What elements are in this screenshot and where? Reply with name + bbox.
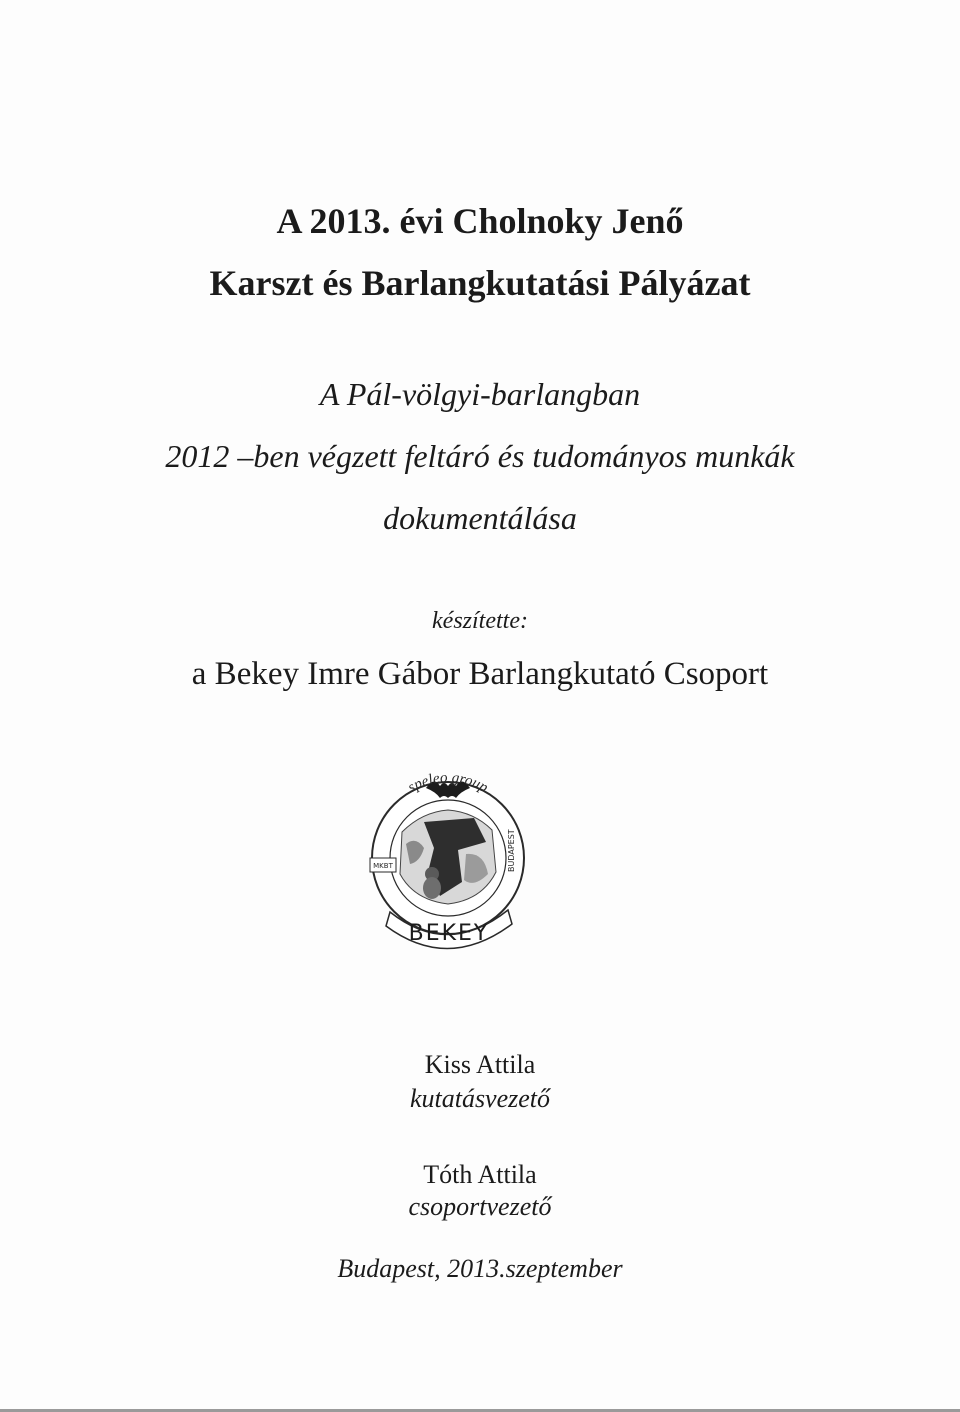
subtitle-line-3: dokumentálása (383, 500, 577, 536)
group-leader-name: Tóth Attila (423, 1160, 537, 1189)
subtitle-line-1: A Pál-völgyi-barlangban (319, 376, 641, 412)
subtitle-line-2: 2012 –ben végzett feltáró és tudományos munkák (165, 438, 795, 474)
svg-text:MKBT: MKBT (373, 862, 393, 870)
svg-text:speleo group: speleo group (405, 769, 491, 797)
research-leader-name: Kiss Attila (424, 1050, 536, 1079)
svg-text:BEKEY: BEKEY (408, 921, 490, 946)
prepared-by-label: készítette: (432, 608, 528, 634)
group-leader-role: csoportvezető (408, 1192, 552, 1221)
research-leader-role: kutatásvezető (409, 1084, 551, 1113)
svg-text:BUDAPEST: BUDAPEST (507, 829, 516, 872)
place-and-date: Budapest, 2013.szeptember (337, 1254, 623, 1283)
title-line-2: Karszt és Barlangkutatási Pályázat (209, 263, 751, 303)
group-name: a Bekey Imre Gábor Barlangkutató Csoport (191, 656, 769, 692)
bekey-speleo-group-logo-icon (362, 762, 534, 952)
title-line-1: A 2013. évi Cholnoky Jenő (276, 201, 684, 241)
